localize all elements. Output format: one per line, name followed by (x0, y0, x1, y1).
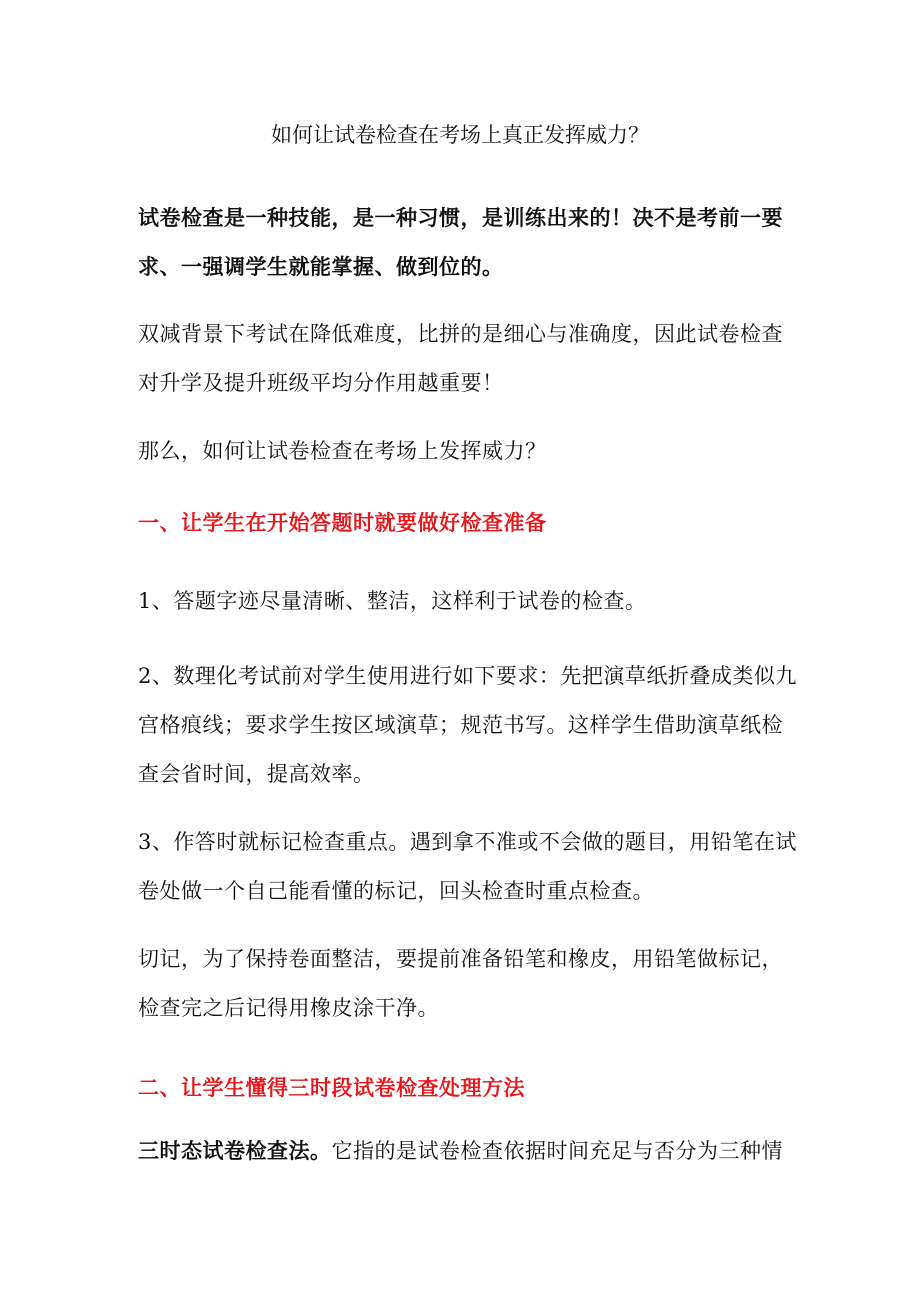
question-paragraph: 那么，如何让试卷检查在考场上发挥威力？ (138, 439, 547, 463)
section-heading-2: 二、让学生懂得三时段试卷检查处理方法 (138, 1075, 525, 1100)
list-item-1: 1、答题字迹尽量清晰、整洁，这样利于试卷的检查。 (138, 589, 647, 613)
method-text: 它指的是试卷检查依据时间充足与否分为三种情 (331, 1139, 783, 1163)
list-item-3: 3、作答时就标记检查重点。遇到拿不准或不会做的题目，用铅笔在试卷处做一个自己能看懂的标记，回头检查时重点检查。 (138, 830, 797, 903)
list-item-2: 2、数理化考试前对学生使用进行如下要求：先把演草纸折叠成类似九宫格痕线；要求学生按区域演草；规范书写。这样学生借助演草纸检查会省时间，提高效率。 (138, 664, 797, 786)
intro-paragraph: 双减背景下考试在降低难度，比拼的是细心与准确度，因此试卷检查对升学及提升班级平均分作用越重要！ (138, 322, 783, 395)
lead-paragraph: 试卷检查是一种技能，是一种习惯，是训练出来的！决不是考前一要求、一强调学生就能掌握、做到位的。 (138, 205, 783, 279)
method-term: 三时态试卷检查法。 (138, 1138, 332, 1163)
note-paragraph: 切记，为了保持卷面整洁，要提前准备铅笔和橡皮，用铅笔做标记，检查完之后记得用橡皮涂干净。 (138, 947, 783, 1020)
method-paragraph (138, 1126, 798, 1176)
document-title: 如何让试卷检查在考场上真正发挥威力？ (271, 123, 649, 147)
section-heading-1: 一、让学生在开始答题时就要做好检查准备 (138, 510, 547, 535)
